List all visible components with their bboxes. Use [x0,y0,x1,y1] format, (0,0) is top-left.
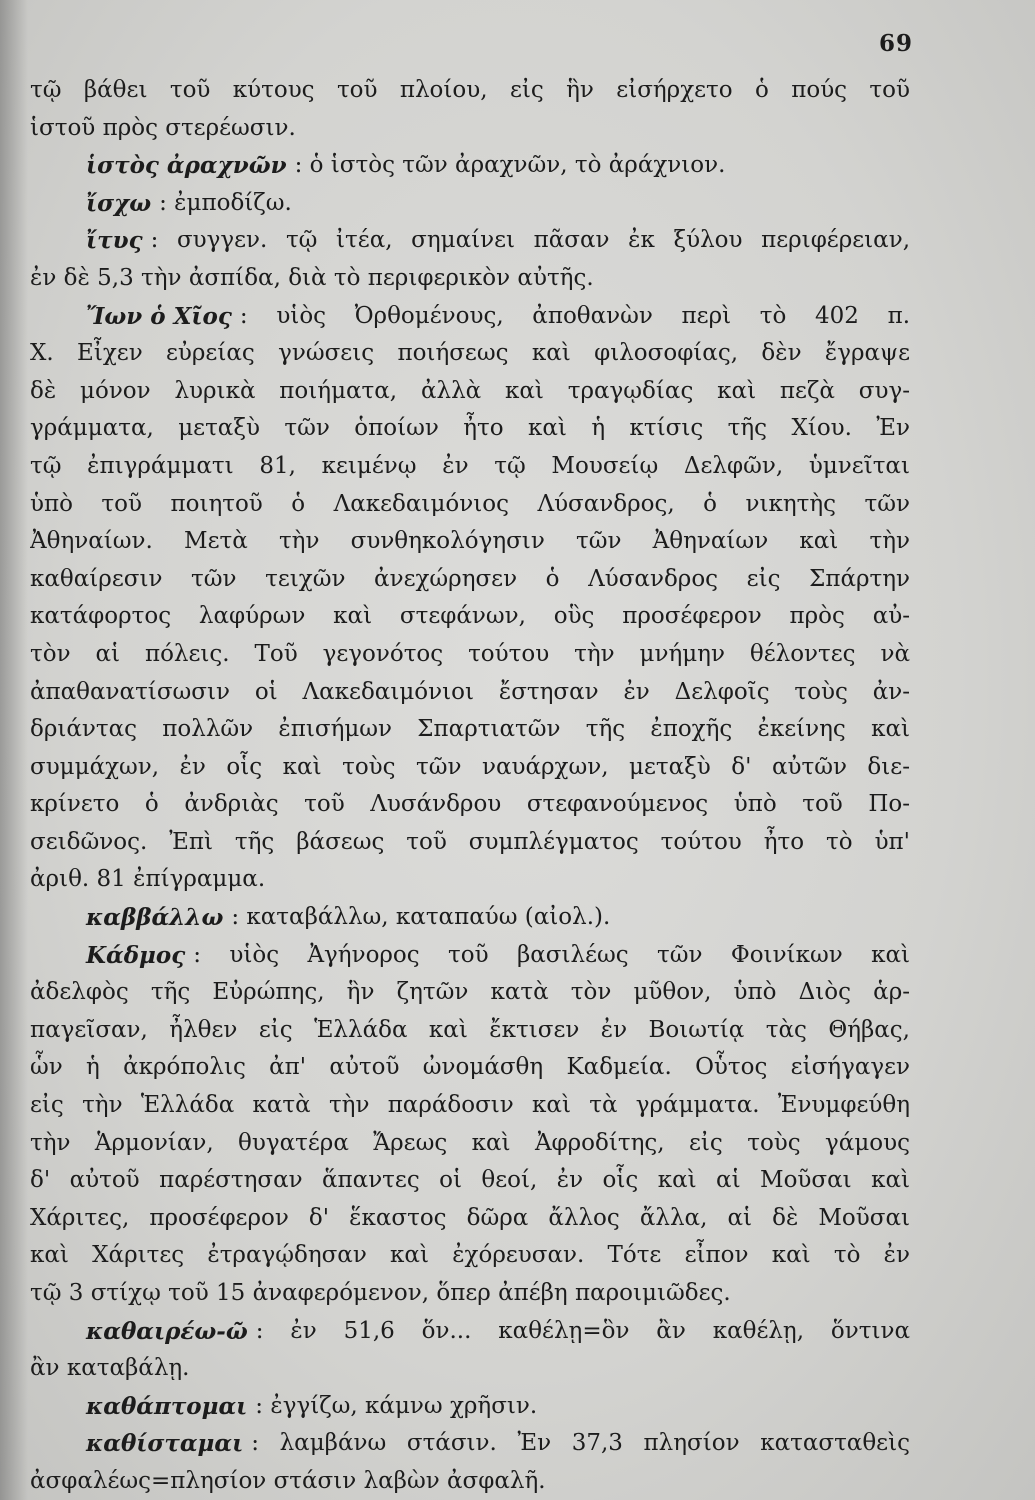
dictionary-entry-line [30,1313,910,1351]
entry-headword: καθίσταμαι [86,1430,244,1458]
text-line [30,1350,910,1388]
entry-headword: καββάλλω [86,904,224,932]
line-text: δ' αὐτοῦ παρέστησαν ἅπαντες οἱ θεοί, ἐν οἷς καὶ αἱ Μοῦσαι καὶ [30,1167,910,1194]
dictionary-entry-line [30,899,910,937]
text-line [30,110,910,148]
text-line [30,974,910,1012]
text-line [30,410,910,448]
entry-headword: Ἴων ὁ Χῖος [86,302,232,330]
line-text: τῷ βάθει τοῦ κύτους τοῦ πλοίου, εἰς ἣν εἰσήρχετο ὁ πούς τοῦ [30,77,910,103]
line-text: : ἐν 51,6 ὅν... καθέλῃ=ὃν ἂν καθέλῃ, ὅντινα [255,1317,910,1344]
text-line [30,1049,910,1087]
text-line [30,448,910,486]
line-text: Χάριτες, προσέφερον δ' ἕκαστος δῶρα ἄλλος ἄλλα, αἱ δὲ Μοῦσαι [30,1204,910,1231]
binding-shadow [0,0,28,1500]
text-line [30,674,910,712]
line-text: ὧν ἡ ἀκρόπολις ἀπ' αὐτοῦ ὠνομάσθη Καδμεία. Οὗτος εἰσήγαγεν [30,1054,910,1081]
entry-headword: ἴτυς [86,227,143,255]
dictionary-entry-line [30,185,910,223]
line-text: τῷ 3 στίχῳ τοῦ 15 ἀναφερόμενον, ὅπερ ἀπέβη παροιμιῶδες. [30,1280,731,1306]
line-text: δὲ μόνον λυρικὰ ποιήματα, ἀλλὰ καὶ τραγῳδίας καὶ πεζὰ συγ- [30,377,910,404]
text-line [30,598,910,636]
line-text: καὶ Χάριτες ἐτραγῴδησαν καὶ ἐχόρευσαν. Τότε εἶπον καὶ τὸ ἐν [30,1242,910,1269]
text-line [30,1125,910,1163]
dictionary-entry-line [30,1425,910,1463]
text-line [30,72,910,110]
text-line [30,749,910,787]
line-text: ἀσφαλέως=πλησίον στάσιν λαβὼν ἀσφαλῆ. [30,1467,546,1494]
line-text: συμμάχων, ἐν οἷς καὶ τοὺς τῶν ναυάρχων, μεταξὺ δ' αὐτῶν διε- [30,753,910,780]
line-text: : συγγεν. τῷ ἰτέα, σημαίνει πᾶσαν ἐκ ξύλου περιφέρειαν, [150,227,910,254]
line-text: ὑπὸ τοῦ ποιητοῦ ὁ Λακεδαιμόνιος Λύσανδρος, ὁ νικητὴς τῶν [30,490,910,517]
line-text: τῷ ἐπιγράμματι 81, κειμένῳ ἐν τῷ Μουσείῳ Δελφῶν, ὑμνεῖται [30,452,910,479]
line-text: κατάφορτος λαφύρων καὶ στεφάνων, οὓς προσέφερον πρὸς αὐ- [30,603,910,630]
dictionary-entry-line [30,1388,910,1426]
line-text: ἀριθ. 81 ἐπίγραμμα. [30,866,266,893]
text-line [30,561,910,599]
line-text: ἐν δὲ 5,3 τὴν ἀσπίδα, διὰ τὸ περιφερικὸν αὐτῆς. [30,264,594,291]
line-text: : ἐγγίζω, κάμνω χρῆσιν. [255,1392,538,1419]
entry-headword: καθάπτομαι [86,1392,248,1420]
text-line [30,636,910,674]
text-line [30,824,910,862]
line-text: : ἐμποδίζω. [159,189,292,216]
text-line [30,523,910,561]
entry-headword: Κάδμος [86,941,186,969]
text-body [30,72,910,1500]
line-text: παγεῖσαν, ἦλθεν εἰς Ἑλλάδα καὶ ἔκτισεν ἐν Βοιωτίᾳ τὰς Θήβας, [30,1016,910,1043]
line-text: τὴν Ἁρμονίαν, θυγατέρα Ἄρεως καὶ Ἀφροδίτης, εἰς τοὺς γάμους [30,1129,910,1156]
text-line [30,1087,910,1125]
dictionary-entry-line [30,147,910,185]
line-text: : ὁ ἱστὸς τῶν ἀραχνῶν, τὸ ἀράχνιον. [294,152,726,179]
line-text: ἀπαθανατίσωσιν οἱ Λακεδαιμόνιοι ἔστησαν ἐν Δελφοῖς τοὺς ἀν- [30,678,910,705]
line-text: : λαμβάνω στάσιν. Ἐν 37,3 πλησίον κατασταθεὶς [251,1430,910,1457]
text-line [30,335,910,373]
text-line [30,373,910,411]
line-text: ἀδελφὸς τῆς Εὐρώπης, ἣν ζητῶν κατὰ τὸν μῦθον, ὑπὸ Διὸς ἁρ- [30,979,910,1006]
entry-headword: καθαιρέω-ῶ [86,1317,248,1345]
text-line [30,1275,910,1313]
line-text: εἰς τὴν Ἑλλάδα κατὰ τὴν παράδοσιν καὶ τὰ γράμματα. Ἐνυμφεύθη [30,1092,910,1119]
line-text: Ἀθηναίων. Μετὰ τὴν συνθηκολόγησιν τῶν Ἀθηναίων καὶ τὴν [30,528,910,555]
text-line [30,1012,910,1050]
line-text: καθαίρεσιν τῶν τειχῶν ἀνεχώρησεν ὁ Λύσανδρος εἰς Σπάρτην [30,565,910,592]
line-text: ἱστοῦ πρὸς στερέωσιν. [30,114,296,141]
dictionary-entry-line [30,298,910,336]
text-line [30,1162,910,1200]
text-line [30,486,910,524]
text-line [30,786,910,824]
text-line [30,1237,910,1275]
page-number: 69 [878,30,913,57]
line-text: δριάντας πολλῶν ἐπισήμων Σπαρτιατῶν τῆς ἐποχῆς ἐκείνης καὶ [30,716,910,743]
line-text: Χ. Εἶχεν εὐρείας γνώσεις ποιήσεως καὶ φιλοσοφίας, δὲν ἔγραψε [30,340,910,367]
text-line [30,711,910,749]
dictionary-entry-line [30,937,910,975]
text-line [30,861,910,899]
line-text: γράμματα, μεταξὺ τῶν ὁποίων ἦτο καὶ ἡ κτίσις τῆς Χίου. Ἐν [30,415,910,442]
line-text: : καταβάλλω, καταπαύω (αἰολ.). [231,904,611,931]
line-text: κρίνετο ὁ ἀνδριὰς τοῦ Λυσάνδρου στεφανούμενος ὑπὸ τοῦ Πο- [30,791,910,818]
entry-headword: ἴσχω [86,189,152,217]
line-text: : υἱὸς Ὀρθομένους, ἀποθανὼν περὶ τὸ 402 π. [239,302,910,329]
line-text: ἂν καταβάλῃ. [30,1355,190,1382]
line-text: : υἱὸς Ἀγήνορος τοῦ βασιλέως τῶν Φοινίκων καὶ [193,941,910,968]
line-text: τὸν αἱ πόλεις. Τοῦ γεγονότος τούτου τὴν μνήμην θέλοντες νὰ [30,640,910,667]
entry-headword: ἱστὸς ἀραχνῶν [86,152,287,180]
line-text: σειδῶνος. Ἐπὶ τῆς βάσεως τοῦ συμπλέγματος τούτου ἦτο τὸ ὑπ' [30,828,910,855]
dictionary-entry-line [30,222,910,260]
text-line [30,1200,910,1238]
text-line [30,260,910,298]
text-line [30,1463,910,1500]
